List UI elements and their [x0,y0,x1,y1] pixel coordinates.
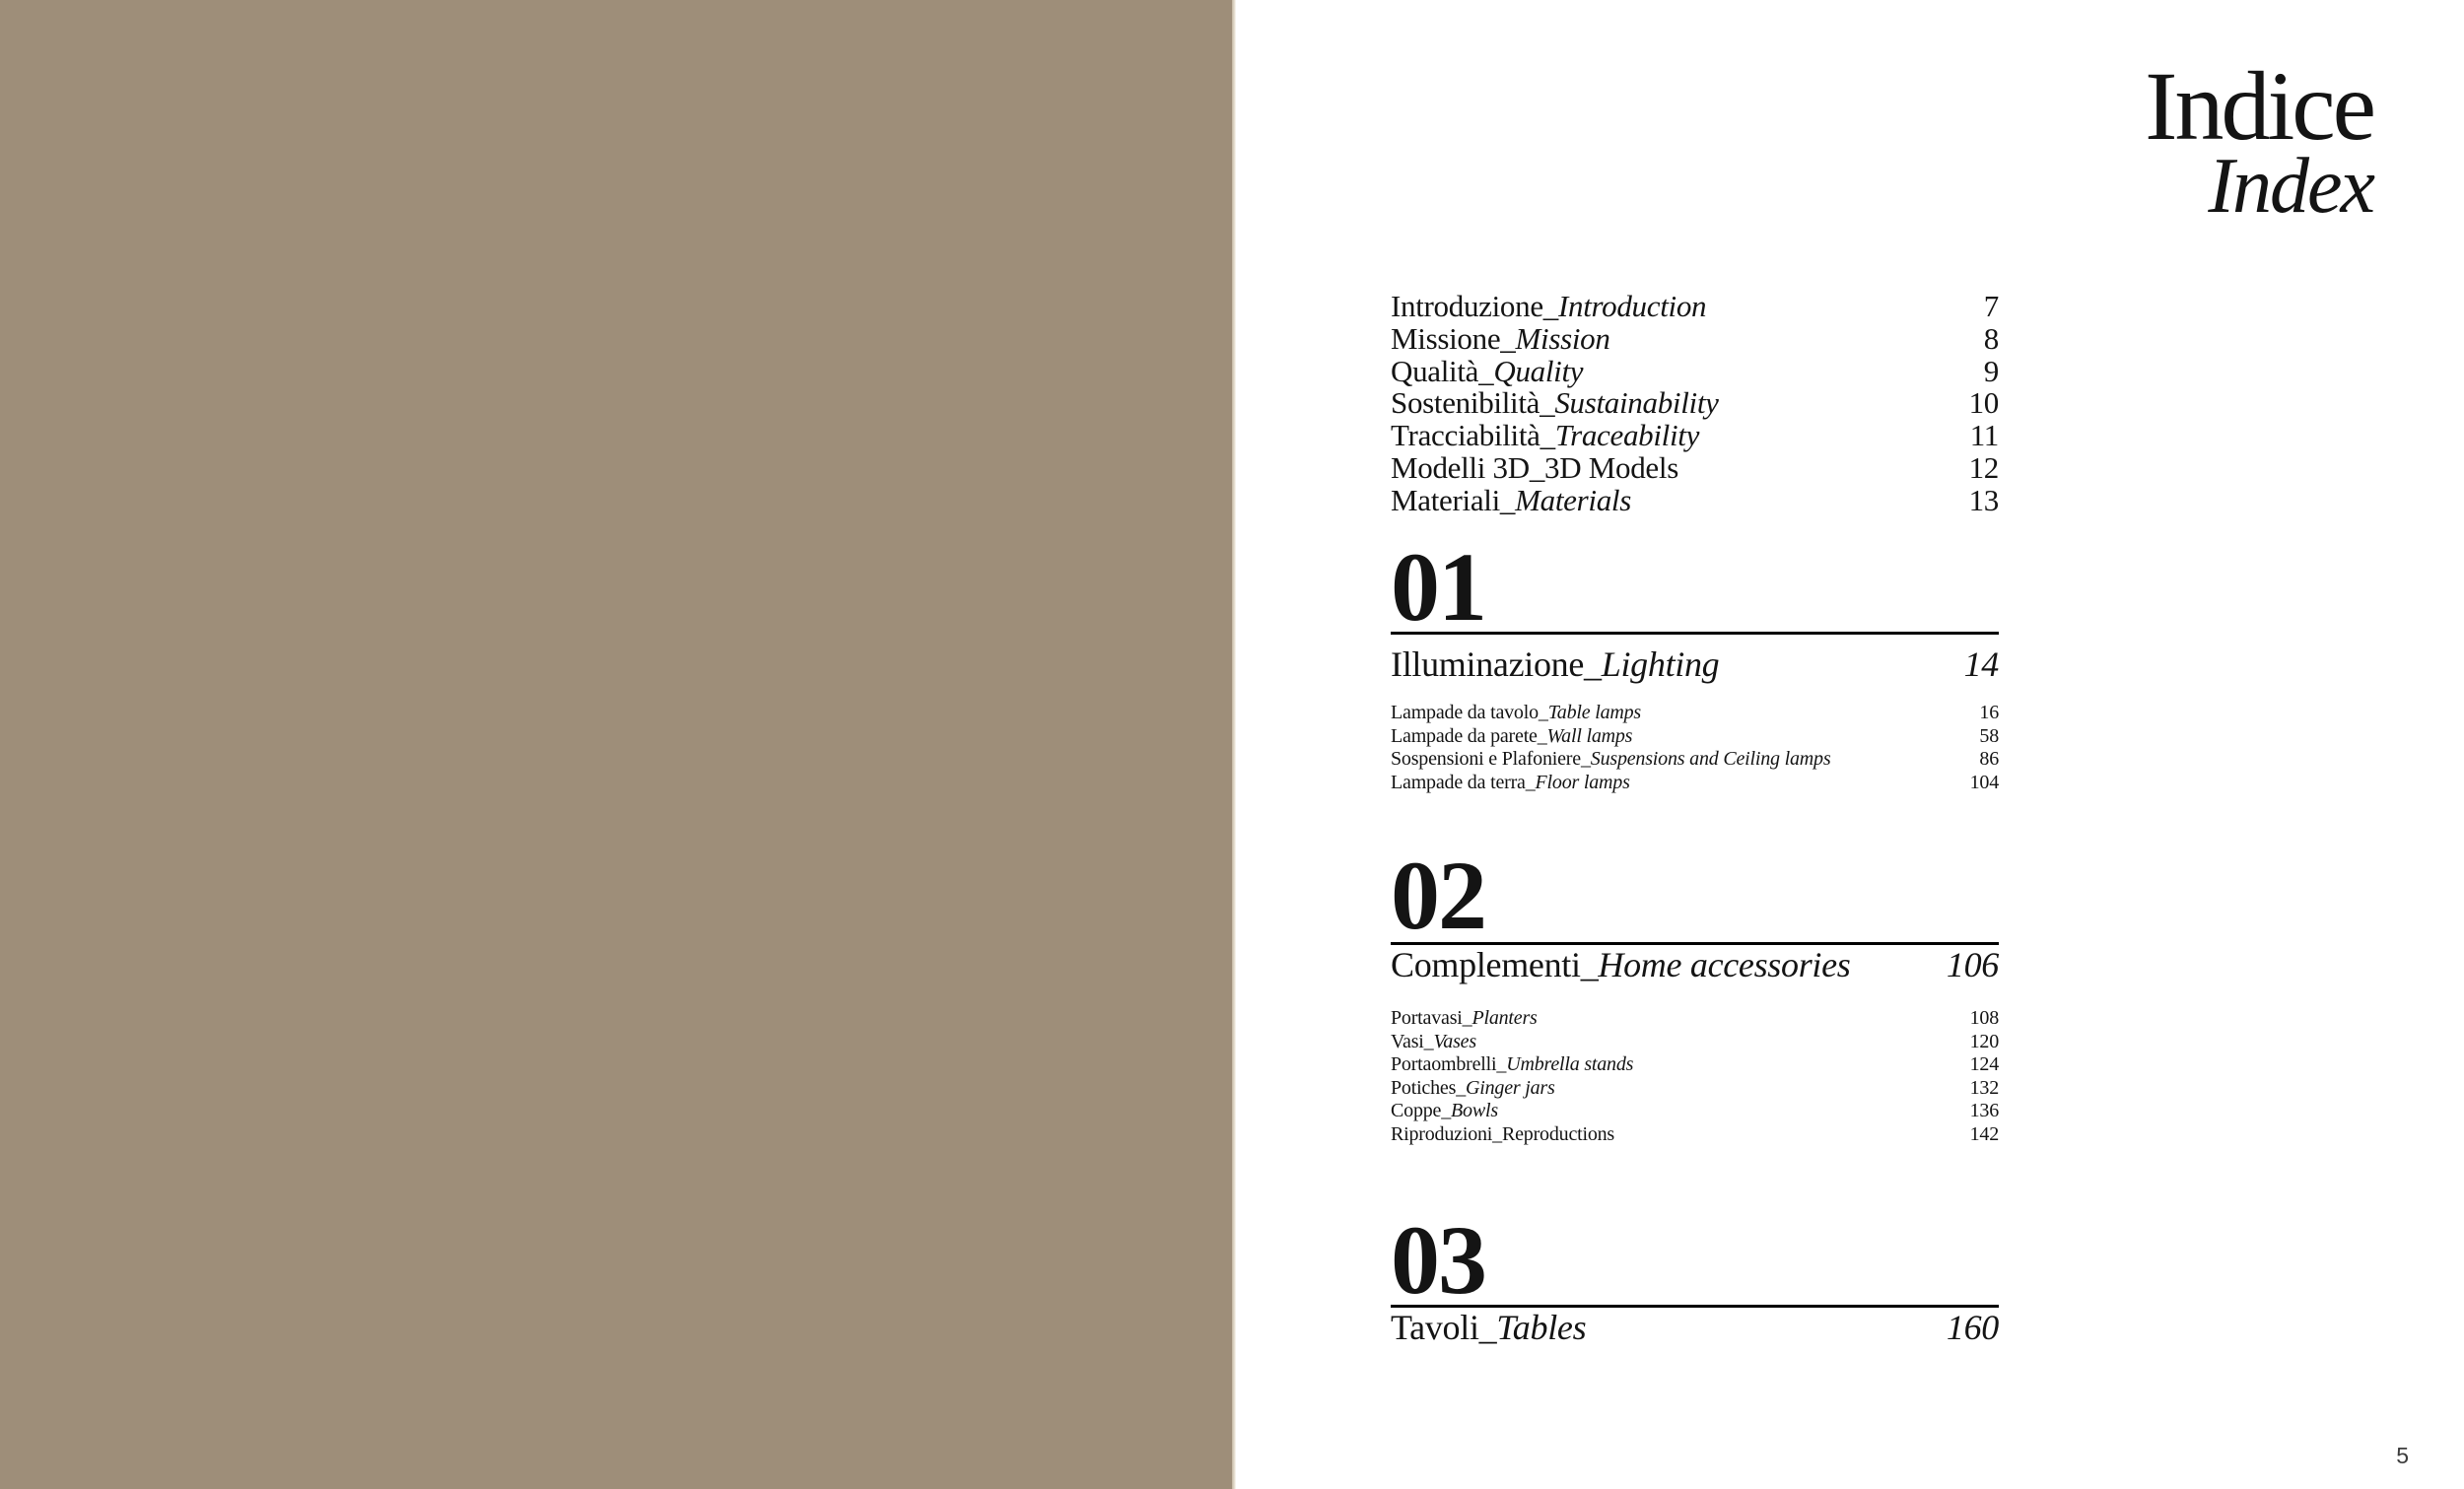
entry-page-number: 120 [1969,1030,1999,1052]
toc-entry [1391,725,1999,749]
toc-entry [1391,1123,1999,1147]
entry-label: Modelli 3D_3D Models [1391,449,1678,485]
toc-entry [1391,353,1999,388]
section-title: Illuminazione_Lighting [1391,644,1720,684]
toc-entry [1391,1100,1999,1123]
entry-label: Tracciabilità_Traceability [1391,418,1700,453]
toc-entry [1391,482,1999,517]
entry-page-number: 8 [1983,320,1999,356]
entry-page-number: 11 [1969,418,1999,453]
entry-label: Vasi_Vases [1391,1030,1476,1052]
entry-page-number: 136 [1969,1100,1999,1121]
entry-label: Sostenibilità_Sustainability [1391,385,1719,421]
entry-page-number: 10 [1968,385,1999,421]
entry-page-number: 7 [1983,289,1999,323]
toc-entry [1391,772,1999,795]
title-english: Index [2208,143,2373,230]
section-title: Tavoli_Tables [1391,1308,1587,1347]
toc-entry [1391,1077,1999,1101]
entry-page-number: 86 [1979,748,1999,770]
toc-entry [1391,420,1999,452]
section-header-accessories [1391,945,1999,984]
entry-page-number: 16 [1979,702,1999,723]
entry-label: Materiali_Materials [1391,482,1631,517]
section-rule [1391,632,1999,635]
entry-page-number: 104 [1969,771,1999,793]
title-italian: Indice [2145,51,2373,161]
entry-label: Portaombrelli_Umbrella stands [1391,1053,1634,1075]
entry-page-number: 132 [1969,1076,1999,1099]
entry-label: Qualità_Quality [1391,353,1584,388]
toc-entry [1391,1031,1999,1054]
entry-label: Coppe_Bowls [1391,1100,1498,1121]
entry-label: Potiches_Ginger jars [1391,1076,1555,1099]
entry-page-number: 124 [1969,1053,1999,1075]
toc-entry [1391,1053,1999,1077]
index-title [2145,51,2373,230]
toc-entry [1391,320,1999,356]
section-header-lighting [1391,644,1999,684]
toc-entry [1391,1007,1999,1031]
section-number-03: 03 [1391,1205,1485,1315]
entry-label: Lampade da parete_Wall lamps [1391,724,1633,747]
section-page-number: 160 [1946,1308,1999,1347]
section-header-tables [1391,1308,1999,1347]
section-page-number: 106 [1946,945,1999,984]
toc-entry [1391,449,1999,485]
section-title: Complementi_Home accessories [1391,945,1851,984]
entry-page-number: 108 [1969,1007,1999,1029]
entry-label: Riproduzioni_Reproductions [1391,1122,1615,1145]
intro-entries [1391,291,1999,517]
folio-page-number: 5 [2396,1443,2409,1468]
section-number-02: 02 [1391,841,1485,950]
page-gutter [1232,0,1236,1489]
entry-label: Missione_Mission [1391,320,1610,356]
entry-page-number: 58 [1979,724,1999,747]
toc-entry [1391,387,1999,420]
section-page-number: 14 [1963,644,1999,684]
section-number-01: 01 [1391,532,1485,642]
entry-label: Sospensioni e Plafoniere_Suspensions and Ceiling lamps [1391,748,1831,770]
entry-label: Lampade da terra_Floor lamps [1391,771,1630,793]
section-items-accessories [1391,1007,1999,1146]
entry-page-number: 12 [1968,449,1999,485]
entry-page-number: 142 [1969,1122,1999,1145]
toc-entry [1391,748,1999,772]
section-items-lighting [1391,702,1999,794]
entry-page-number: 13 [1968,482,1999,517]
entry-label: Lampade da tavolo_Table lamps [1391,702,1641,723]
toc-entry [1391,291,1999,323]
entry-page-number: 9 [1983,353,1999,388]
entry-label: Portavasi_Planters [1391,1007,1538,1029]
entry-label: Introduzione_Introduction [1391,289,1707,323]
toc-entry [1391,702,1999,725]
